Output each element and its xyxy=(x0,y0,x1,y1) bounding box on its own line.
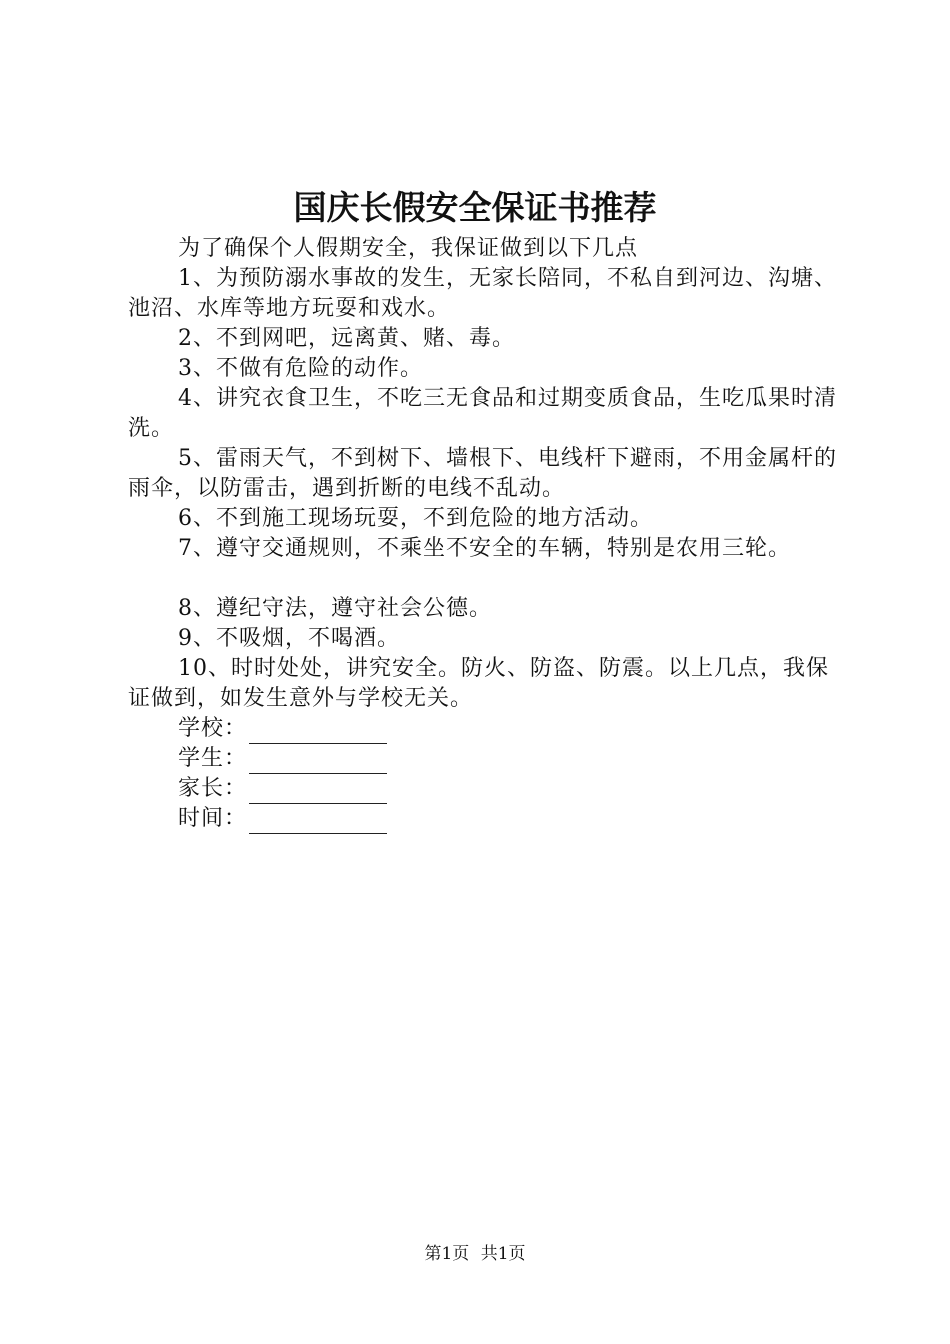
page-footer xyxy=(0,1243,950,1265)
item-3: 3、不做有危险的动作。 xyxy=(178,356,423,381)
document-body xyxy=(128,234,848,834)
school-label: 学校： xyxy=(178,716,248,741)
student-signature-line xyxy=(128,744,848,774)
parent-signature-line xyxy=(128,774,848,804)
intro-paragraph: 为了确保个人假期安全，我保证做到以下几点 xyxy=(178,236,639,261)
document-title: 国庆长假安全保证书推荐 xyxy=(293,188,657,227)
item-10: 10、时时处处，讲究安全。防火、防盗、防震。以上几点，我保证做到，如发生意外与学校无关。 xyxy=(128,656,829,711)
item-1: 1、为预防溺水事故的发生，无家长陪同，不私自到河边、沟塘、池沼、水库等地方玩耍和戏水。 xyxy=(128,266,837,321)
item-4: 4、讲究衣食卫生，不吃三无食品和过期变质食品，生吃瓜果时清洗。 xyxy=(128,386,837,441)
student-label: 学生： xyxy=(178,746,248,771)
item-6: 6、不到施工现场玩耍，不到危险的地方活动。 xyxy=(178,506,653,531)
item-8: 8、遵纪守法，遵守社会公德。 xyxy=(178,596,492,621)
item-7: 7、遵守交通规则，不乘坐不安全的车辆，特别是农用三轮。 xyxy=(178,536,791,561)
page-total: 共1页 xyxy=(480,1244,526,1264)
time-blank xyxy=(249,811,387,834)
item-5: 5、雷雨天气，不到树下、墙根下、电线杆下避雨，不用金属杆的雨伞，以防雷击，遇到折断的电线不乱动。 xyxy=(128,446,837,501)
parent-label: 家长： xyxy=(178,776,248,801)
school-blank xyxy=(249,721,387,744)
item-2: 2、不到网吧，远离黄、赌、毒。 xyxy=(178,326,515,351)
student-blank xyxy=(249,751,387,774)
school-signature-line xyxy=(128,714,848,744)
time-label: 时间： xyxy=(178,806,248,831)
blank-line xyxy=(128,564,848,594)
parent-blank xyxy=(249,781,387,804)
item-9: 9、不吸烟，不喝酒。 xyxy=(178,626,400,651)
time-signature-line xyxy=(128,804,848,834)
page-number: 第1页 xyxy=(424,1244,470,1264)
